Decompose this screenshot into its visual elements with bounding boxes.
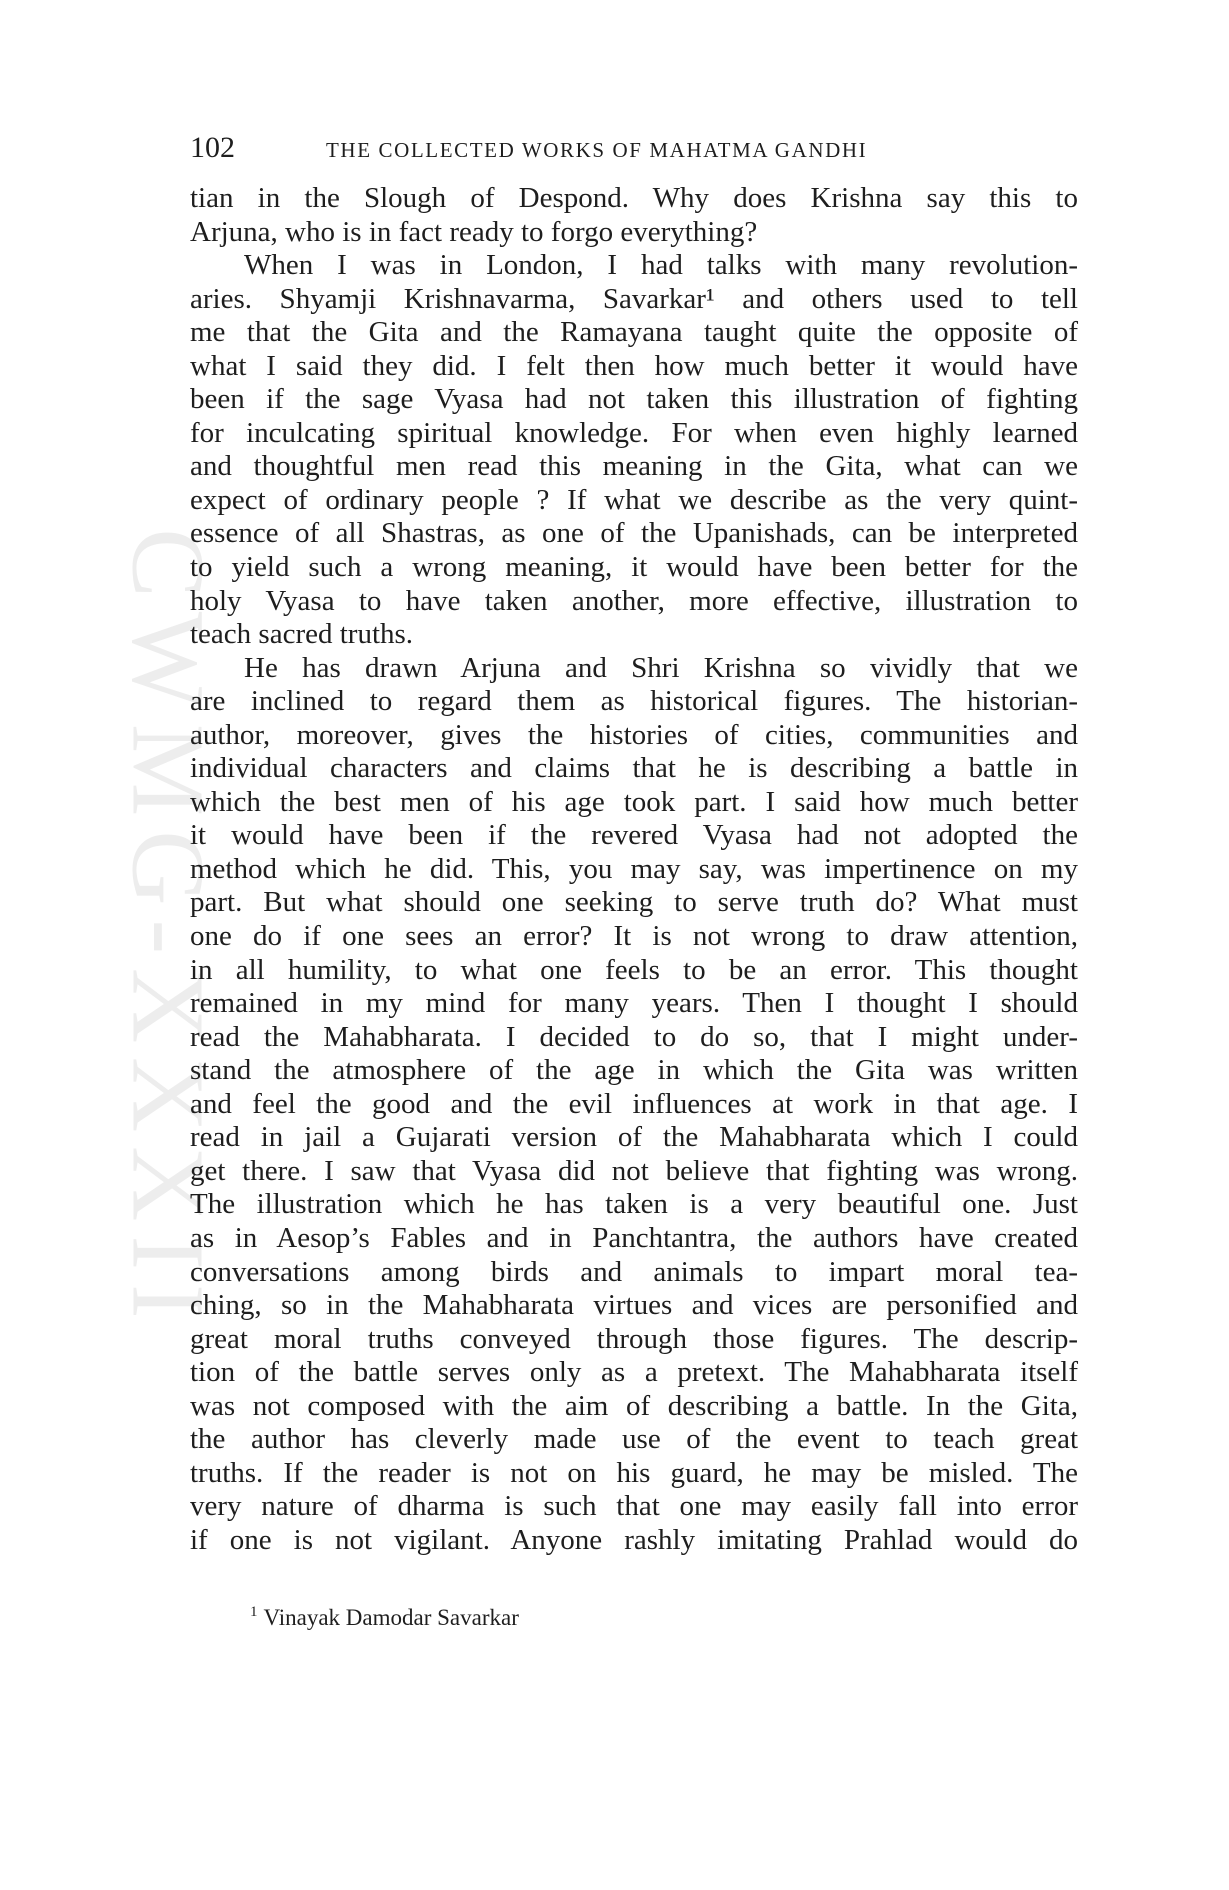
text-line: the author has cleverly made use of the event to teach great: [190, 1423, 1078, 1456]
text-line: aries. Shyamji Krishnavarma, Savarkar¹ and others used to tell: [190, 282, 1078, 315]
text-line: get there. I saw that Vyasa did not believe that fighting was wrong.: [190, 1154, 1078, 1187]
text-line: as in Aesop’s Fables and in Panchtantra, the authors have created: [190, 1221, 1078, 1254]
text-line: conversations among birds and animals to impart moral tea-: [190, 1255, 1078, 1288]
text-line: which the best men of his age took part. I said how much better: [190, 785, 1078, 818]
page-number: 102: [190, 131, 235, 164]
running-head-title: THE COLLECTED WORKS OF MAHATMA GANDHI: [326, 138, 868, 162]
text-line: The illustration which he has taken is a very beautiful one. Just: [190, 1188, 1078, 1221]
text-line: author, moreover, gives the histories of cities, communities and: [190, 718, 1078, 751]
text-line: essence of all Shastras, as one of the Upanishads, can be interpreted: [190, 517, 1078, 550]
paragraph-start-line: When I was in London, I had talks with many revolution-: [244, 249, 1078, 282]
text-line: it would have been if the revered Vyasa had not adopted the: [190, 819, 1078, 852]
text-line: what I said they did. I felt then how much better it would have: [190, 349, 1078, 382]
footnote: [250, 1597, 519, 1633]
text-line: for inculcating spiritual knowledge. For when even highly learned: [190, 416, 1078, 449]
body-text: [190, 182, 1078, 1557]
text-line: to yield such a wrong meaning, it would have been better for the: [190, 551, 1078, 584]
text-line: individual characters and claims that he is describing a battle in: [190, 752, 1078, 785]
text-line: one do if one sees an error? It is not wrong to draw attention,: [190, 920, 1078, 953]
text-line: teach sacred truths.: [190, 618, 414, 651]
text-line: holy Vyasa to have taken another, more effective, illustration to: [190, 584, 1078, 617]
text-line: ching, so in the Mahabharata virtues and vices are personified and: [190, 1289, 1078, 1322]
text-line: was not composed with the aim of describing a battle. In the Gita,: [190, 1389, 1078, 1422]
text-line: stand the atmosphere of the age in which the Gita was written: [190, 1054, 1078, 1087]
footnote-marker: 1: [250, 1604, 258, 1620]
footnote-text: Vinayak Damodar Savarkar: [263, 1605, 519, 1630]
text-line: great moral truths conveyed through those figures. The descrip-: [190, 1322, 1078, 1355]
paragraph-start-line: He has drawn Arjuna and Shri Krishna so vividly that we: [244, 651, 1078, 684]
text-line: in all humility, to what one feels to be an error. This thought: [190, 953, 1078, 986]
text-line: if one is not vigilant. Anyone rashly imitating Prahlad would do: [190, 1523, 1078, 1556]
text-line: and feel the good and the evil influences at work in that age. I: [190, 1087, 1078, 1120]
text-line: read the Mahabharata. I decided to do so, that I might under-: [190, 1020, 1078, 1053]
text-line: very nature of dharma is such that one may easily fall into error: [190, 1490, 1078, 1523]
text-line: tion of the battle serves only as a pretext. The Mahabharata itself: [190, 1356, 1078, 1389]
text-line: remained in my mind for many years. Then I thought I should: [190, 987, 1078, 1020]
text-line: expect of ordinary people ? If what we describe as the very quint-: [190, 483, 1078, 516]
text-line: part. But what should one seeking to serve truth do? What must: [190, 886, 1078, 919]
text-line: Arjuna, who is in fact ready to forgo everything?: [190, 215, 758, 248]
text-line: me that the Gita and the Ramayana taught quite the opposite of: [190, 316, 1078, 349]
text-line: and thoughtful men read this meaning in the Gita, what can we: [190, 450, 1078, 483]
running-head: [190, 130, 1080, 170]
text-line: are inclined to regard them as historical figures. The historian-: [190, 685, 1078, 718]
text-line: truths. If the reader is not on his guard, he may be misled. The: [190, 1456, 1078, 1489]
text-line: method which he did. This, you may say, was impertinence on my: [190, 852, 1078, 885]
text-line: read in jail a Gujarati version of the Mahabharata which I could: [190, 1121, 1078, 1154]
text-line: tian in the Slough of Despond. Why does Krishna say this to: [190, 182, 1078, 214]
text-line: been if the sage Vyasa had not taken this illustration of fighting: [190, 383, 1078, 416]
watermark-text: CWMG-XXXII: [110, 527, 226, 1333]
